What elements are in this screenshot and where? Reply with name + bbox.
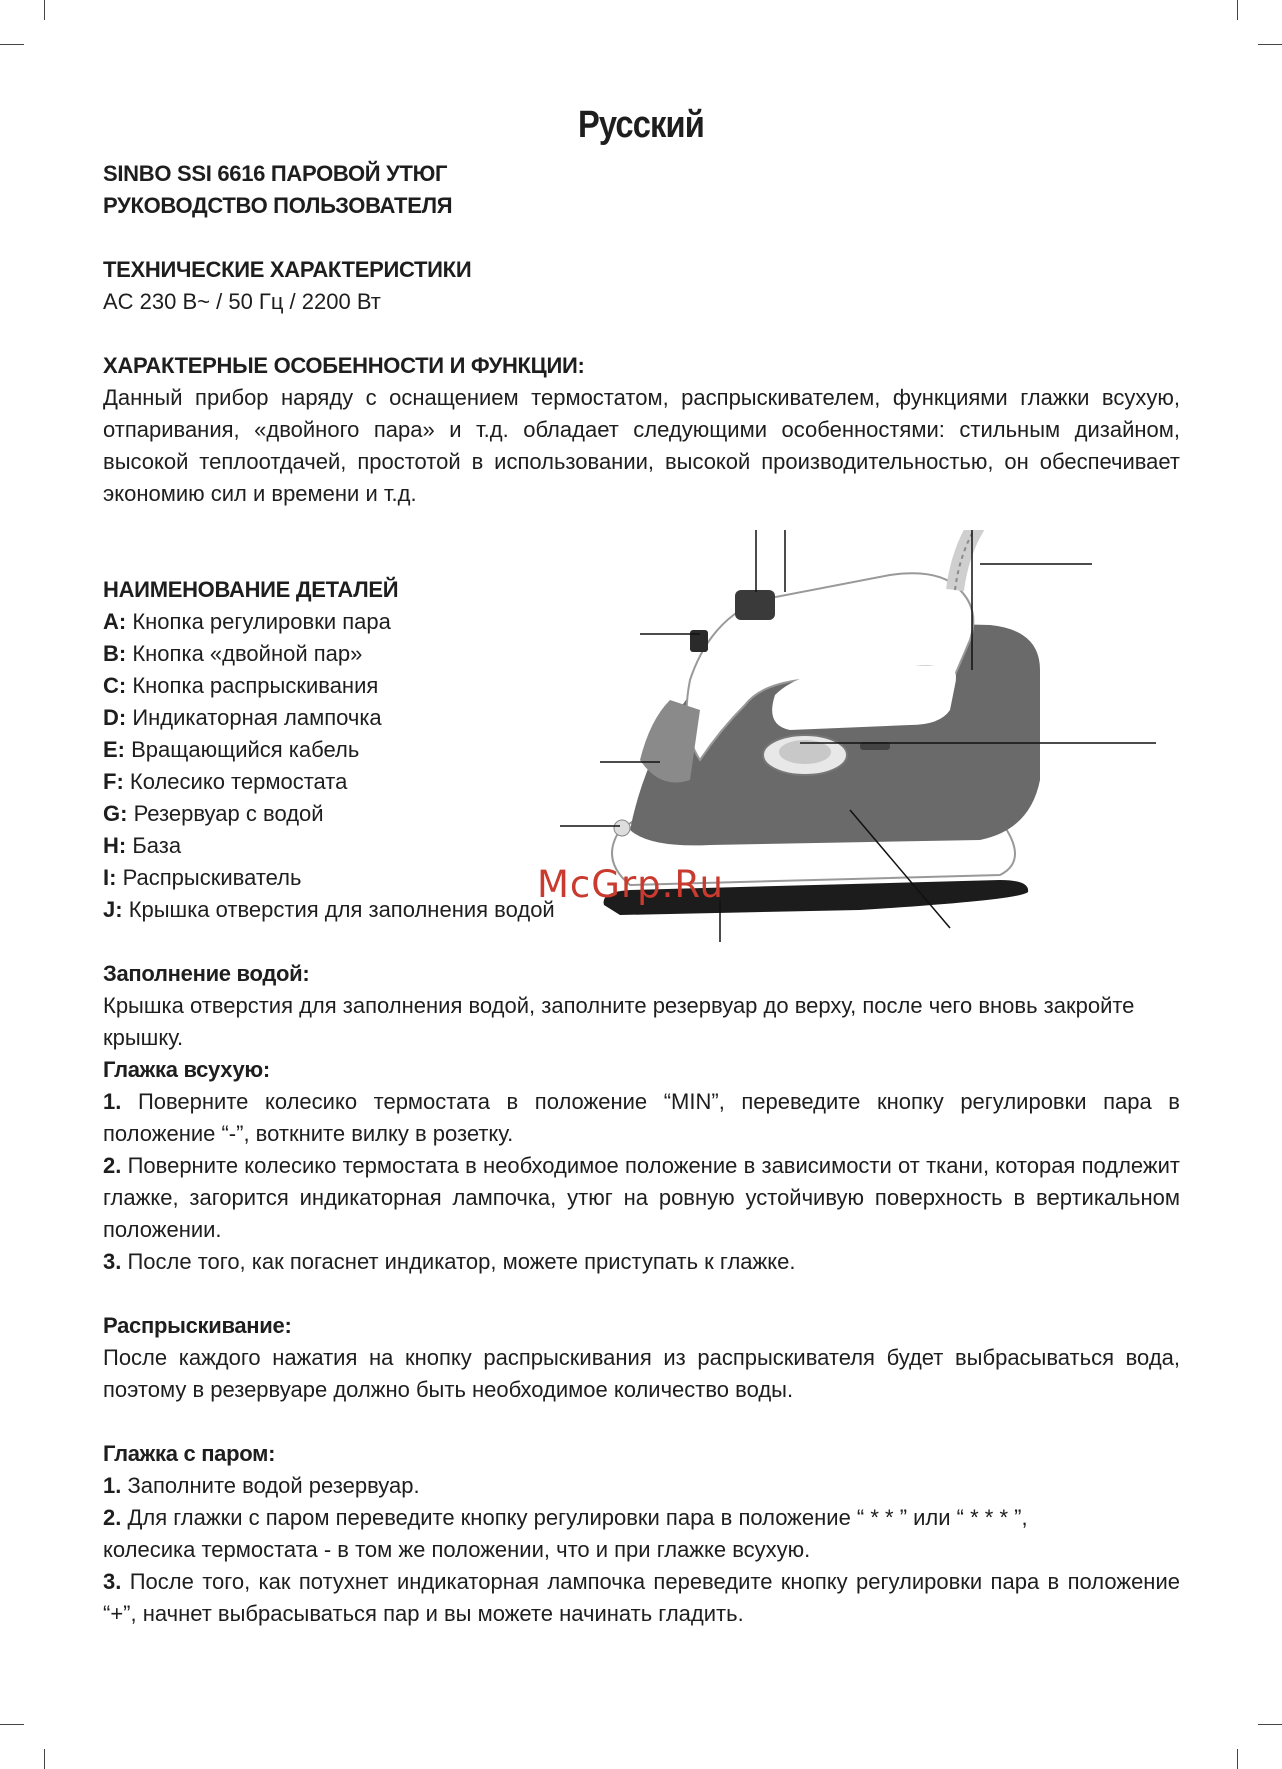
part-item: G: Резервуар с водой — [103, 801, 324, 826]
spraying-text: После каждого нажатия на кнопку распрыскивания из распрыскивателя будет выбрасываться вода, поэтому в резервуаре должно быть необходимое количество воды. — [103, 1345, 1180, 1402]
steam-ironing-section — [103, 1438, 1180, 1630]
part-item: D: Индикаторная лампочка — [103, 705, 382, 730]
title-line-1: SINBO SSI 6616 ПАРОВОЙ УТЮГ — [103, 161, 448, 186]
specs-section — [103, 254, 1180, 318]
steam-step: 3. После того, как потухнет индикаторная лампочка переведите кнопку регулировки пара в положение “+”, начнет выбрасываться пар и вы можете начинать гладить. — [103, 1569, 1180, 1626]
part-item: I: Распрыскиватель — [103, 865, 302, 890]
parts-heading: НАИМЕНОВАНИЕ ДЕТАЛЕЙ — [103, 577, 399, 602]
dry-step: 2. Поверните колесико термостата в необходимое положение в зависимости от ткани, которая подлежит глажке, загорится индикаторная лампочка, утюг на ровную устойчивую поверхность в вертикальном положении. — [103, 1153, 1180, 1242]
steam-step: 1. Заполните водой резервуар. — [103, 1473, 420, 1498]
steam-button — [735, 590, 775, 620]
steam-ironing-heading: Глажка с паром: — [103, 1441, 276, 1466]
dry-step: 1. Поверните колесико термостата в положение “MIN”, переведите кнопку регулировки пара в положение “-”, воткните вилку в розетку. — [103, 1089, 1180, 1146]
spraying-section — [103, 1310, 1180, 1406]
document-title — [103, 158, 1180, 222]
part-item: H: База — [103, 833, 182, 858]
features-heading: ХАРАКТЕРНЫЕ ОСОБЕННОСТИ И ФУНКЦИИ: — [103, 353, 585, 378]
crop-mark — [44, 1749, 45, 1769]
water-tank — [640, 700, 700, 783]
specs-value: AC 230 В~ / 50 Гц / 2200 Вт — [103, 289, 381, 314]
specs-heading: ТЕХНИЧЕСКИЕ ХАРАКТЕРИСТИКИ — [103, 257, 472, 282]
filling-text: Крышка отверстия для заполнения водой, заполните резервуар до верху, после чего вновь закройте крышку. — [103, 993, 1135, 1050]
cable — [955, 530, 980, 590]
crop-mark — [1237, 1749, 1238, 1769]
crop-mark — [0, 44, 24, 45]
title-line-2: РУКОВОДСТВО ПОЛЬЗОВАТЕЛЯ — [103, 193, 453, 218]
steam-step-continued: колесика термостата - в том же положении, что и при глажке всухую. — [103, 1537, 811, 1562]
crop-mark — [1258, 44, 1282, 45]
language-title: Русский — [577, 104, 705, 146]
watermark: McGrp.Ru — [537, 863, 724, 906]
part-item: B: Кнопка «двойной пар» — [103, 641, 363, 666]
spray-nozzle — [614, 820, 630, 836]
dry-step: 3. После того, как погаснет индикатор, можете приступать к глажке. — [103, 1249, 796, 1274]
steam-step: 2. Для глажки с паром переведите кнопку регулировки пара в положение “ * * ” или “ * * * ”, — [103, 1505, 1028, 1530]
dry-ironing-heading: Глажка всухую: — [103, 1057, 270, 1082]
spraying-heading: Распрыскивание: — [103, 1313, 292, 1338]
crop-mark — [0, 1724, 24, 1725]
filling-heading: Заполнение водой: — [103, 961, 310, 986]
features-text: Данный прибор наряду с оснащением термостатом, распрыскивателем, функциями глажки всухую, отпаривания, «двойного пара» и т.д. обладает следующими особенностями: стильным дизайном, высокой теплоотдачей, простотой в использовании, высокой производительностью, он обеспечивает экономию сил и времени и т.д. — [103, 385, 1180, 506]
parts-list — [103, 574, 563, 926]
part-item: E: Вращающийся кабель — [103, 737, 360, 762]
part-item: F: Колесико термостата — [103, 769, 348, 794]
crop-mark — [1237, 0, 1238, 20]
part-item: C: Кнопка распрыскивания — [103, 673, 379, 698]
features-section — [103, 350, 1180, 510]
dry-ironing-section — [103, 1054, 1180, 1278]
crop-mark — [44, 0, 45, 20]
crop-mark — [1258, 1724, 1282, 1725]
filling-section — [103, 958, 1180, 1054]
part-item: A: Кнопка регулировки пара — [103, 609, 391, 634]
part-item: J: Крышка отверстия для заполнения водой — [103, 897, 555, 922]
